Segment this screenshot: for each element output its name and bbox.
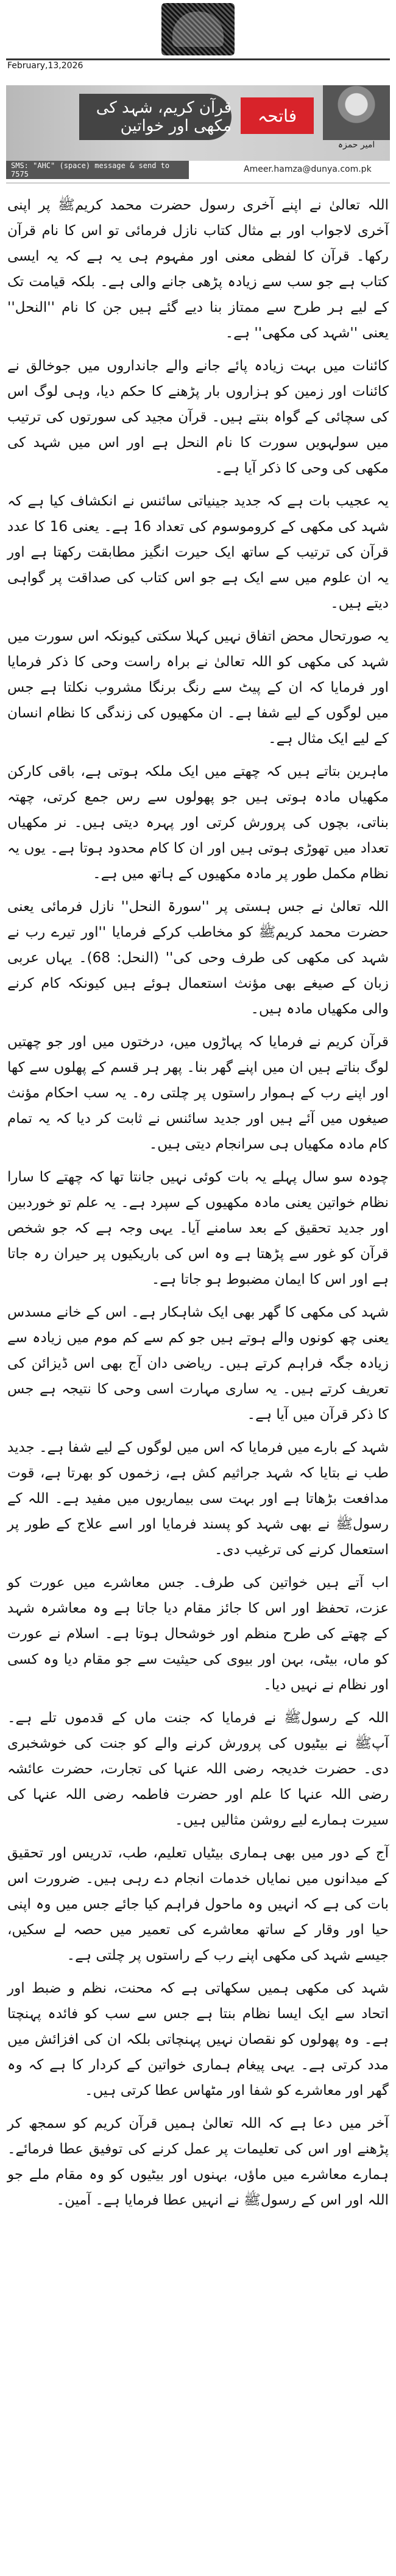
article-paragraph: کائنات میں بہت زیادہ پائے جانے والے جانداروں میں جوخالق نے کائنات اور زمین کو ہزاروں بار پڑھنے کا حکم دیا، وہی لوگ اس کی سچائی کے گواہ بنتے ہیں۔ قرآن مجید کی سورتوں کی ترتیب میں سولہویں سورت کا نام النحل ہے اور اس میں شہد کی مکھی کی وحی کا ذکر آیا ہے۔ [7, 358, 389, 476]
publish-date: February,13,2026 [7, 61, 83, 71]
top-divider [6, 58, 390, 60]
article-paragraph: یہ عجیب بات ہے کہ جدید جینیاتی سائنس نے انکشاف کیا ہے کہ شہد کی مکھی کے کروموسوم کی تعداد 16 ہے۔ یعنی 16 کا عدد قرآن کی ترتیب کے ساتھ ایک حیرت انگیز مطابقت رکھتا ہے اور یہ ان علوم میں سے ایک ہے جو اس کتاب کی صداقت پر گواہی دیتے ہیں۔ [7, 493, 389, 611]
column-banner [6, 85, 390, 161]
article-paragraph: شہد کی مکھی کا گھر بھی ایک شاہکار ہے۔ اس کے خانے مسدس یعنی چھ کونوں والے ہوتے ہیں جو کم سے کم موم میں زیادہ سے زیادہ جگہ فراہم کرتے ہیں۔ ریاضی دان آج بھی اس ڈیزائن کی تعریف کرتے ہیں۔ یہ ساری مہارت اسی وحی کا نتیجہ ہے جس کا ذکر قرآن میں آیا ہے۔ [7, 1304, 389, 1423]
article-paragraph: اب آتے ہیں خواتین کی طرف۔ جس معاشرے میں عورت کو عزت، تحفظ اور اس کا جائز مقام دیا جاتا ہے وہ معاشرہ شہد کے چھتے کی طرح منظم اور خوشحال ہوتا ہے۔ اسلام نے عورت کو ماں، بیٹی، بہن اور بیوی کی حیثیت سے جو مقام دیا وہ کسی اور نظام نے نہیں دیا۔ [7, 1575, 389, 1693]
article-paragraph: چودہ سو سال پہلے یہ بات کوئی نہیں جانتا تھا کہ چھتے کا سارا نظام خواتین یعنی مادہ مکھیوں کے سپرد ہے۔ یہ علم تو خوردبین اور جدید تحقیق کے بعد سامنے آیا۔ یہی وجہ ہے کہ جو شخص قرآن کو غور سے پڑھتا ہے وہ اس کی باریکیوں پر حیران رہ جاتا ہے اور اس کا ایمان مضبوط ہو جاتا ہے۔ [7, 1169, 389, 1287]
masthead [0, 0, 396, 183]
column-badge: فاتحہ [241, 97, 314, 134]
author-email[interactable]: Ameer.hamza@dunya.com.pk [244, 164, 372, 174]
sms-instruction: SMS: "AHC" (space) message & send to 7575 [6, 161, 189, 179]
article-paragraph: آج کے دور میں بھی ہماری بیٹیاں تعلیم، طب، تدریس اور تحقیق کے میدانوں میں نمایاں خدمات انجام دے رہی ہیں۔ ضرورت اس بات کی ہے کہ انہیں وہ ماحول فراہم کیا جائے جس میں وہ اپنی حیا اور وقار کے ساتھ معاشرے کی تعمیر میں حصہ لے سکیں، جیسے شہد کی مکھی اپنے رب کے راستوں پر چلتی ہے۔ [7, 1845, 389, 1963]
article-paragraph: شہد کے بارے میں فرمایا کہ اس میں لوگوں کے لیے شفا ہے۔ جدید طب نے بتایا کہ شہد جراثیم کش ہے، زخموں کو بھرتا ہے، قوت مدافعت بڑھاتا ہے اور بہت سی بیماریوں میں مفید ہے۔ اللہ کے رسولﷺ نے بھی شہد کو پسند فرمایا اور اسے علاج کے طور پر استعمال کرنے کی ترغیب دی۔ [7, 1440, 389, 1558]
article-paragraph: قرآن کریم نے فرمایا کہ پہاڑوں میں، درختوں میں اور جو چھتیں لوگ بناتے ہیں ان میں اپنے گھر بنا۔ پھر ہر قسم کے پھلوں سے کھا اور اپنے رب کے ہموار راستوں پر چلتی رہ۔ یہ سب احکام مؤنث صیغوں میں آئے ہیں اور جدید سائنس نے ثابت کر دیا کہ یہ تمام کام مادہ مکھیاں ہی سرانجام دیتی ہیں۔ [7, 1034, 389, 1152]
author-name: امیر حمزہ [338, 140, 375, 150]
article-paragraph: ماہرین بتاتے ہیں کہ چھتے میں ایک ملکہ ہوتی ہے، باقی کارکن مکھیاں مادہ ہوتی ہیں جو پھولوں سے رس جمع کرتی، چھتہ بناتی، بچوں کی پرورش کرتی اور پہرہ دیتی ہیں۔ نر مکھیاں تعداد میں تھوڑی ہوتی ہیں اور ان کا کام محدود ہوتا ہے۔ یوں یہ نظام مکمل طور پر مادہ مکھیوں کے ہاتھ میں ہے۔ [7, 764, 389, 882]
article-paragraph: اللہ تعالیٰ نے اپنے آخری رسول حضرت محمد کریمﷺ پر اپنی آخری لاجواب اور بے مثال کتاب نازل فرمائی تو اس کا نام قرآن رکھا۔ قرآن کا لفظی معنی اور مفہوم ہی یہ ہے کہ یہ ایسی کتاب ہے جو سب سے زیادہ پڑھی جانے والی ہے۔ بلکہ قیامت تک کے لیے ہر طرح سے ممتاز بنا دیے گئے ہیں جن کا نام ''النحل'' یعنی ''شہد کی مکھی'' ہے۔ [7, 197, 389, 341]
article-paragraph: اللہ کے رسولﷺ نے فرمایا کہ جنت ماں کے قدموں تلے ہے۔ آپﷺ نے بیٹیوں کی پرورش کرنے والے کو جنت کی خوشخبری دی۔ حضرت خدیجہ رضی اللہ عنہا کی تجارت، حضرت عائشہ رضی اللہ عنہا کا علم اور حضرت فاطمہ رضی اللہ عنہا کی سیرت ہمارے لیے روشن مثالیں ہیں۔ [7, 1710, 389, 1828]
article-paragraph: اللہ تعالیٰ نے جس ہستی پر ''سورۃ النحل'' نازل فرمائی یعنی حضرت محمد کریمﷺ کو مخاطب کرکے فرمایا ''اور تیرے رب نے شہد کی مکھی کی طرف وحی کی'' (النحل: 68)۔ یہاں عربی زبان کے صیغے بھی مؤنث استعمال ہوئے ہیں کیونکہ کام کرنے والی مکھیاں مادہ ہیں۔ [7, 899, 389, 1017]
column-title: قرآن کریم، شہد کی مکھی اور خواتین [79, 94, 232, 140]
newspaper-logo [141, 0, 255, 58]
article-paragraph: شہد کی مکھی ہمیں سکھاتی ہے کہ محنت، نظم و ضبط اور اتحاد سے ایک ایسا نظام بنتا ہے جس سے سب کو فائدہ پہنچتا ہے۔ وہ پھولوں کو نقصان نہیں پہنچاتی بلکہ ان کی افزائش میں مدد کرتی ہے۔ یہی پیغام ہماری خواتین کے کردار کا ہے کہ وہ گھر اور معاشرے کو شفا اور مٹھاس عطا کرتی ہیں۔ [7, 1980, 389, 2099]
author-photo [323, 85, 390, 140]
article-paragraph: آخر میں دعا ہے کہ اللہ تعالیٰ ہمیں قرآن کریم کو سمجھ کر پڑھنے اور اس کی تعلیمات پر عمل کرنے کی توفیق عطا فرمائے۔ ہمارے معاشرے میں ماؤں، بہنوں اور بیٹیوں کو وہ مقام ملے جو اللہ اور اس کے رسولﷺ نے انہیں عطا فرمایا ہے۔ آمین۔ [7, 2116, 389, 2208]
article-body [0, 189, 396, 2570]
dunya-logo-icon [161, 3, 235, 55]
article-paragraph: یہ صورتحال محض اتفاق نہیں کہلا سکتی کیونکہ اس سورت میں شہد کی مکھی کو اللہ تعالیٰ نے براہ راست وحی کا ذکر فرمایا اور فرمایا کہ ان کے پیٹ سے رنگ برنگا مشروب نکلتا ہے جس میں لوگوں کے لیے شفا ہے۔ ان مکھیوں کی زندگی کا نظام انسان کے لیے ایک مثال ہے۔ [7, 628, 389, 747]
